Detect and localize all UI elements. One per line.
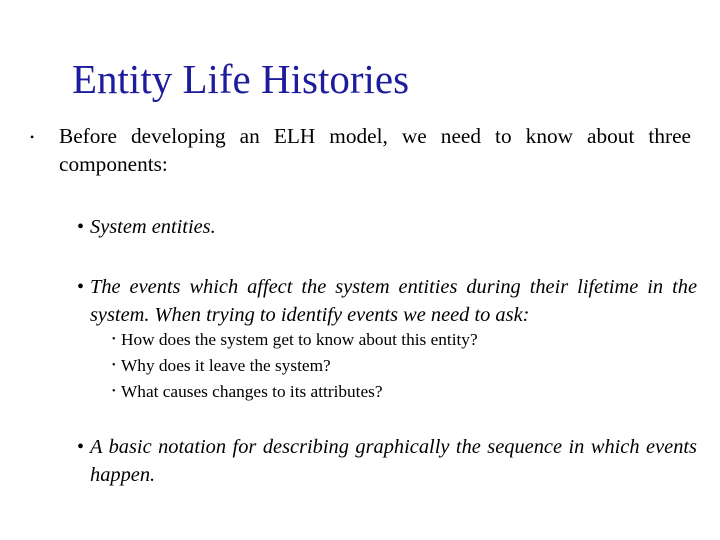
bullet-icon: • [112, 360, 116, 371]
bullet-icon: • [112, 386, 116, 397]
bullet-icon: • [77, 436, 85, 458]
list-item [77, 273, 697, 329]
slide-title: Entity Life Histories [72, 56, 410, 102]
component-notation: A basic notation for describing graphically the sequence in which events happen. [90, 436, 697, 486]
question-leave-system: Why does it leave the system? [121, 356, 331, 375]
list-item [77, 213, 697, 241]
event-questions-list [112, 327, 672, 405]
component-events: The events which affect the system entities during their lifetime in the system. When trying to identify events we need to ask: [90, 276, 697, 326]
list-item [112, 353, 672, 379]
question-attribute-changes: What causes changes to its attributes? [121, 382, 383, 401]
bullet-icon: • [112, 334, 116, 345]
list-item [112, 327, 672, 353]
bullet-icon: • [77, 276, 85, 298]
component-system-entities: System entities. [90, 216, 216, 238]
bullet-icon: • [77, 216, 85, 238]
question-entity-known: How does the system get to know about this entity? [121, 330, 478, 349]
intro-paragraph: Before developing an ELH model, we need to know about three components: [59, 124, 691, 176]
list-item [112, 379, 672, 405]
list-item [77, 433, 697, 489]
bullet-icon: • [30, 130, 35, 144]
